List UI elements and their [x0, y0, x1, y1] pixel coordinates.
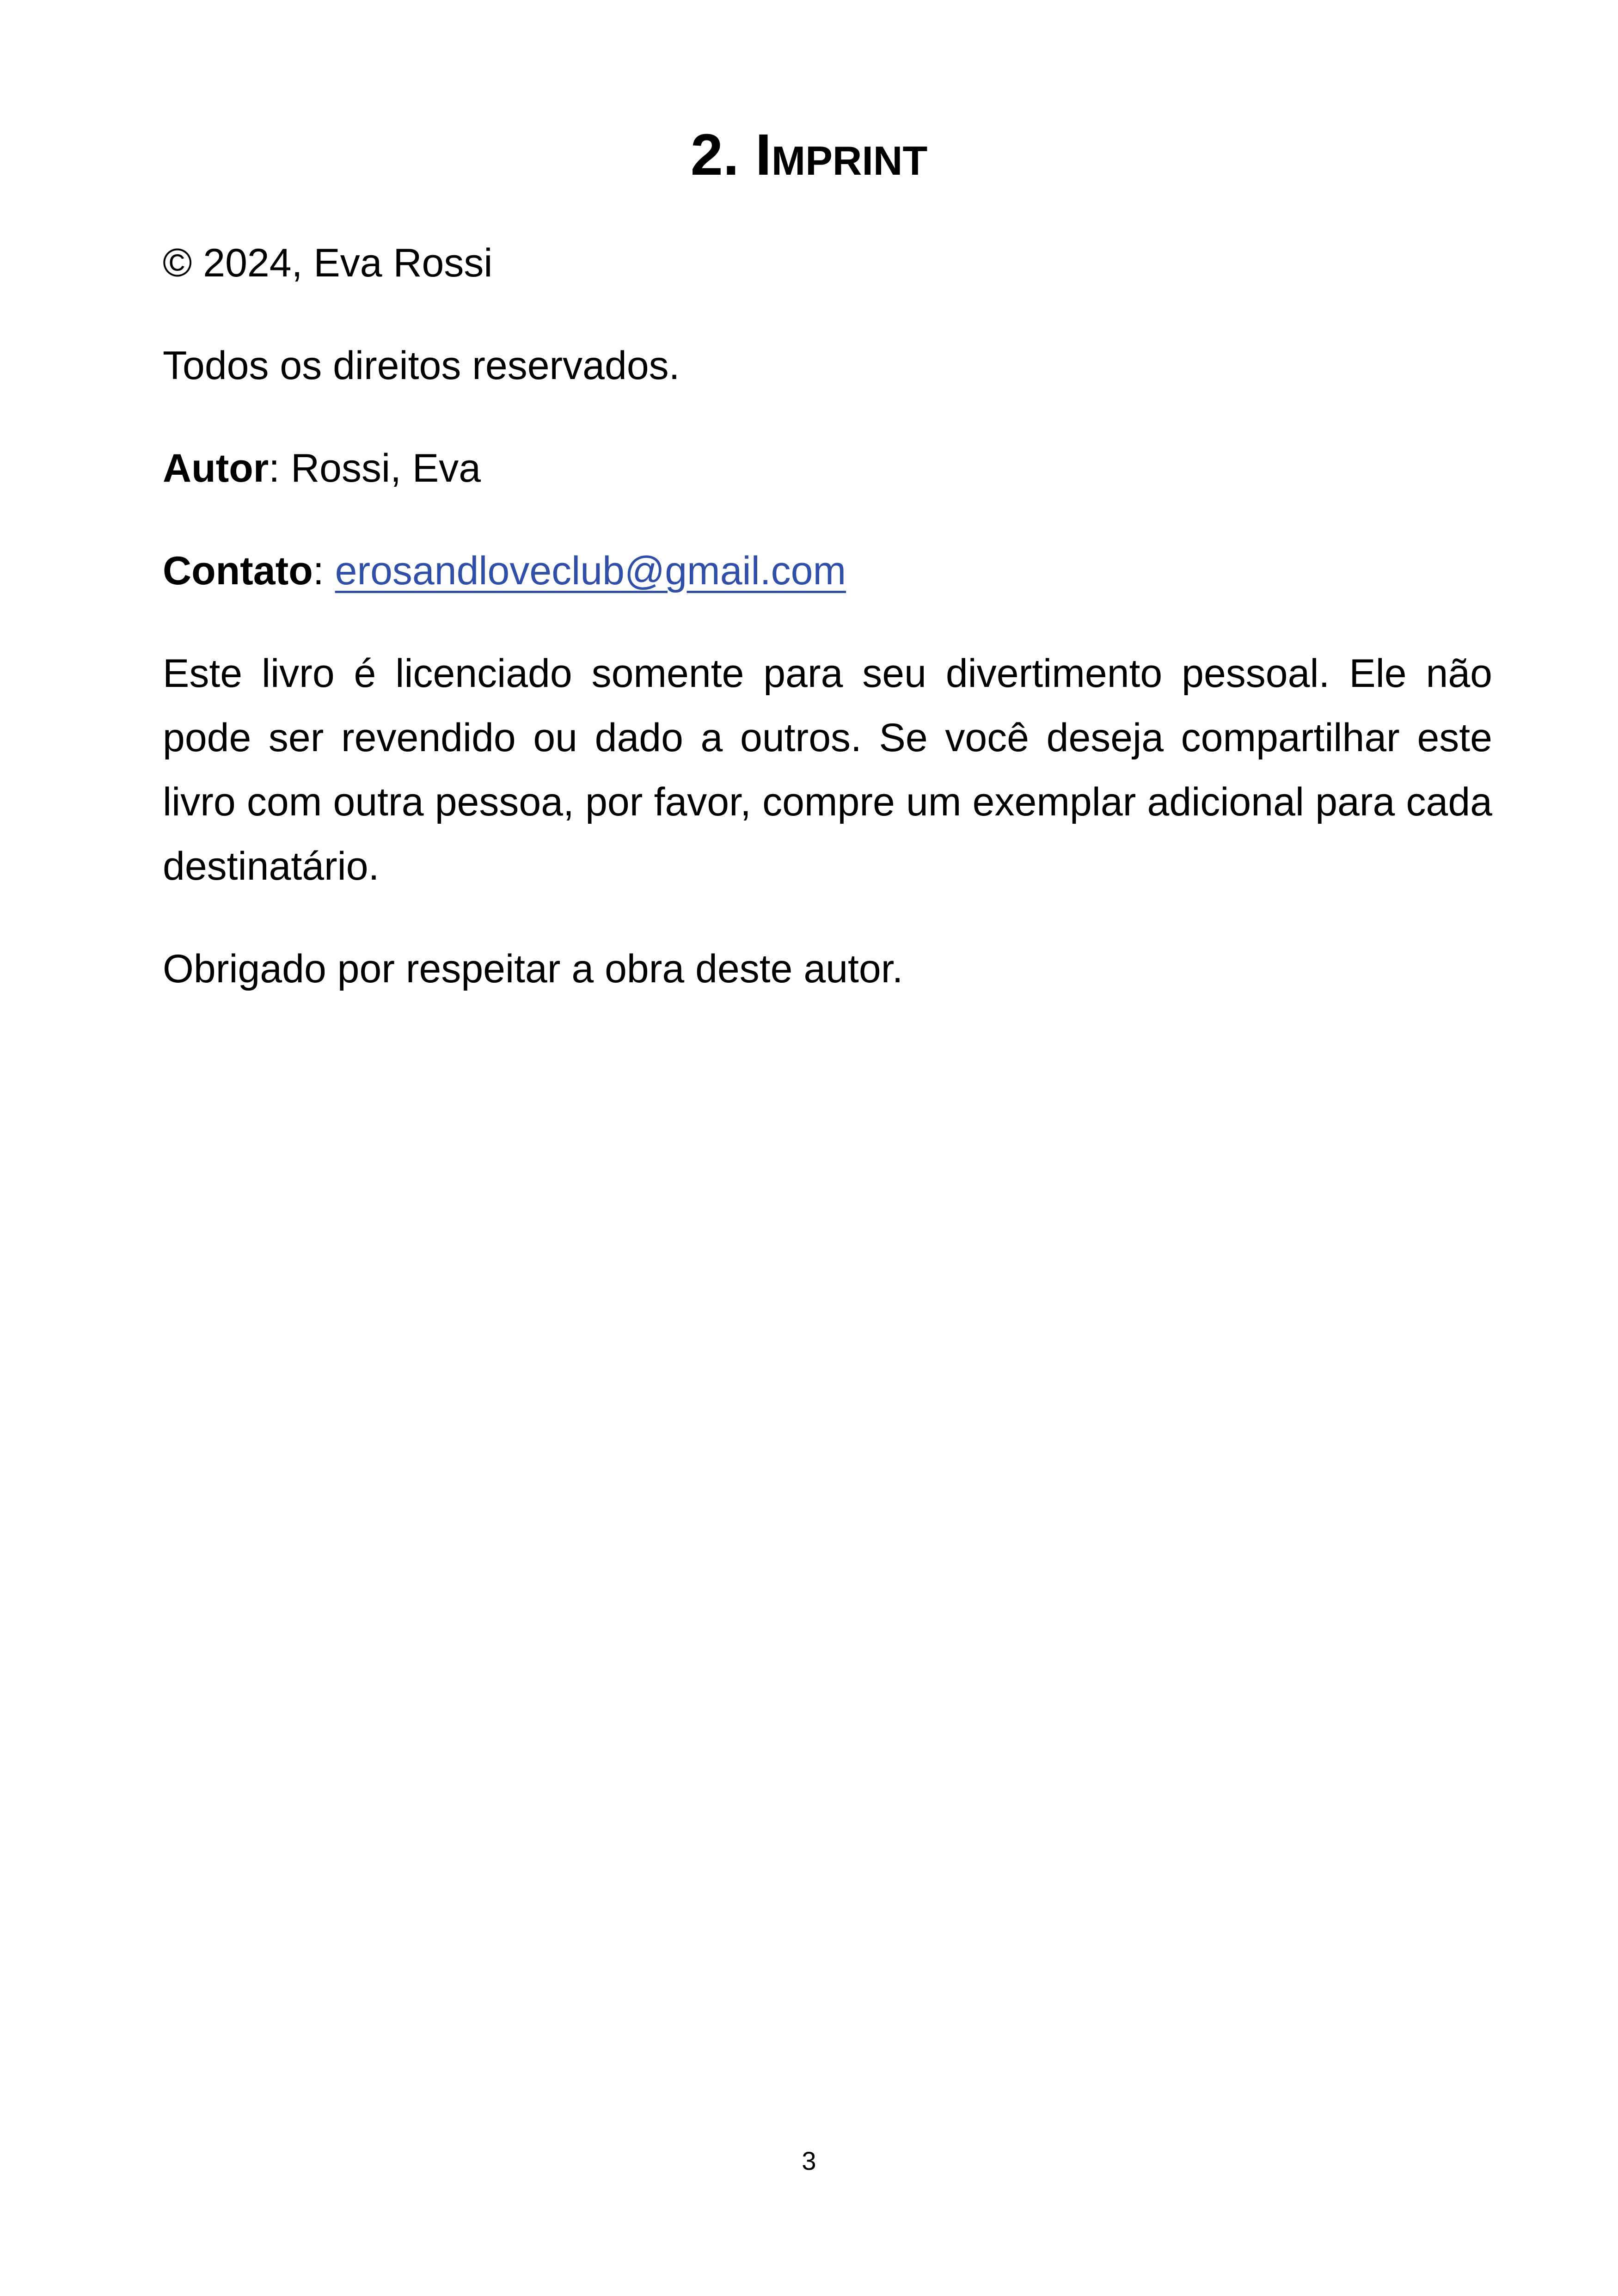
contact-separator: :	[313, 549, 335, 593]
author-value: Rossi, Eva	[291, 446, 481, 490]
imprint-body	[163, 231, 1492, 1040]
contact-label: Contato	[163, 549, 313, 593]
contact-line	[163, 539, 1492, 603]
rights-line: Todos os direitos reservados.	[163, 343, 680, 388]
contact-email-link[interactable]: erosandloveclub@gmail.com	[335, 549, 846, 593]
author-label: Autor	[163, 446, 269, 490]
page-number: 3	[802, 2146, 816, 2175]
thanks-line: Obrigado por respeitar a obra deste autor.	[163, 947, 903, 991]
copyright-line: © 2024, Eva Rossi	[163, 241, 493, 285]
title-number: 2.	[690, 122, 755, 187]
author-separator: :	[269, 446, 291, 490]
page-title	[0, 118, 1618, 192]
author-line	[163, 436, 1492, 501]
title-text: Imprint	[755, 122, 928, 187]
license-paragraph: Este livro é licenciado somente para seu divertimento pessoal. Ele não pode ser revendido ou dado a outros. Se você deseja compartilhar este livro com outra pessoa, por favor, compre um exemplar adicional para cada destinatário.	[163, 651, 1492, 888]
